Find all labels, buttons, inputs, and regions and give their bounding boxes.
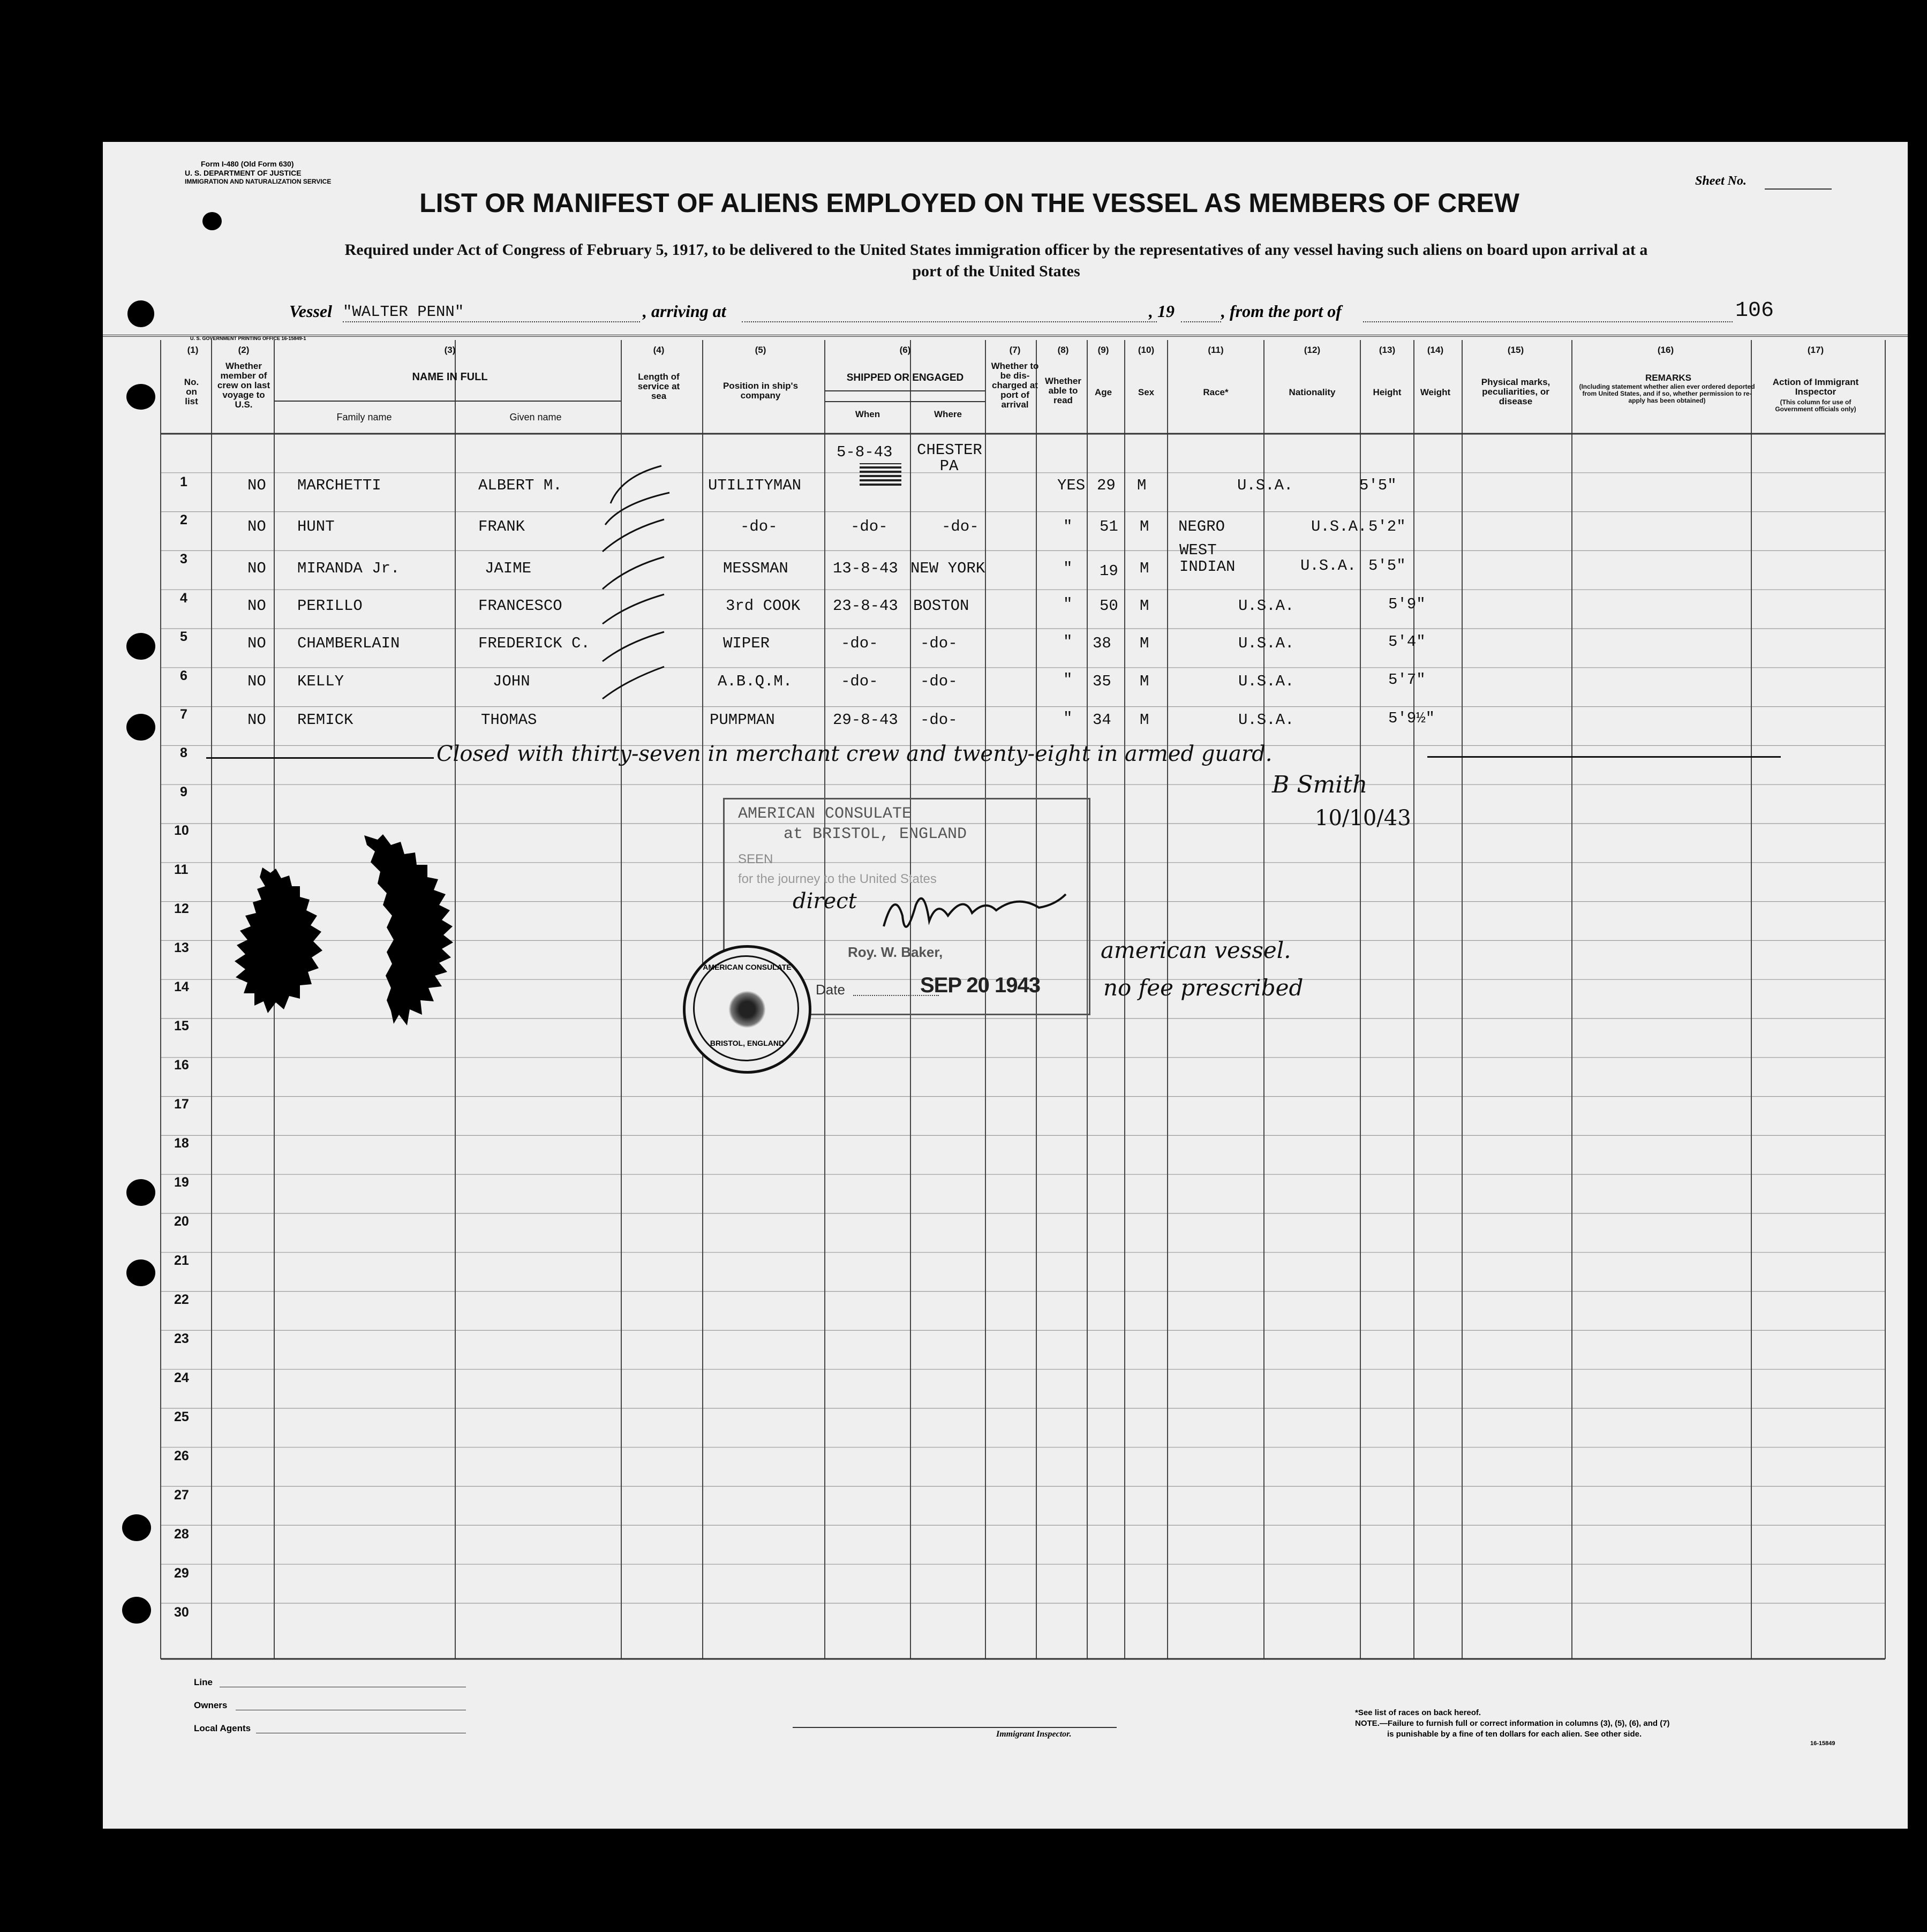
col-num-5: (5) bbox=[755, 345, 766, 355]
age-cell: 34 bbox=[1093, 711, 1111, 729]
seal-text-top: AMERICAN CONSULATE bbox=[703, 963, 792, 971]
col-header-3: NAME IN FULL bbox=[412, 371, 488, 383]
consulate-seal bbox=[683, 945, 811, 1074]
col-num-4: (4) bbox=[653, 345, 665, 355]
col-header-11: Race* bbox=[1203, 387, 1229, 397]
col-header-12: Nationality bbox=[1289, 387, 1336, 397]
col-num-8: (8) bbox=[1057, 345, 1069, 355]
owners-label: Owners bbox=[194, 1700, 228, 1710]
where-cell: -do- bbox=[942, 518, 979, 535]
col-header-15: Physical marks, peculiarities, or disease bbox=[1481, 377, 1550, 406]
line-number: 15 bbox=[174, 1018, 189, 1033]
seal-text-bottom: BRISTOL, ENGLAND bbox=[710, 1039, 785, 1047]
closing-rule-right bbox=[1427, 756, 1781, 758]
given-name-header: Given name bbox=[509, 412, 562, 422]
line-label: Line bbox=[194, 1677, 213, 1687]
sex-cell: M bbox=[1140, 673, 1149, 690]
line-number: 17 bbox=[174, 1097, 189, 1112]
height-cell: 5'9½" bbox=[1388, 710, 1435, 727]
vessel-note-1: american vessel. bbox=[1101, 937, 1291, 963]
strikeout-mark bbox=[860, 463, 901, 486]
age-cell: 50 bbox=[1100, 597, 1118, 615]
read-cell: " bbox=[1063, 671, 1073, 689]
local-agents-label: Local Agents bbox=[194, 1723, 251, 1733]
col-num-1: (1) bbox=[187, 345, 199, 355]
vessel-label: Vessel bbox=[289, 301, 332, 321]
read-cell: " bbox=[1063, 560, 1073, 577]
line-number: 16 bbox=[174, 1058, 189, 1073]
col-note-17: (This column for use of Government officials only) bbox=[1775, 398, 1856, 413]
consul-signature bbox=[878, 884, 1071, 948]
given-name-cell: JOHN bbox=[493, 673, 530, 690]
nationality-cell: U.S.A. bbox=[1238, 711, 1294, 729]
col-num-2: (2) bbox=[238, 345, 250, 355]
col-num-11: (11) bbox=[1208, 345, 1224, 355]
line-number: 22 bbox=[174, 1292, 189, 1307]
nationality-cell: U.S.A. bbox=[1237, 477, 1293, 494]
from-port-label: , from the port of bbox=[1221, 301, 1342, 321]
footer-note-2: is punishable by a fine of ten dollars for each alien. See other side. bbox=[1387, 1730, 1642, 1739]
line-number: 28 bbox=[174, 1527, 189, 1542]
closing-rule-left bbox=[206, 757, 434, 759]
when-cell: -do- bbox=[841, 673, 878, 690]
sex-cell: M bbox=[1140, 518, 1149, 535]
last-voyage-cell: NO bbox=[247, 518, 266, 535]
col-num-15: (15) bbox=[1507, 345, 1524, 355]
family-name-cell: KELLY bbox=[297, 673, 344, 690]
direct-note: direct bbox=[793, 889, 857, 914]
where-cell: -do- bbox=[920, 635, 958, 652]
department: U. S. DEPARTMENT OF JUSTICE bbox=[185, 169, 302, 177]
where-cell: -do- bbox=[920, 673, 958, 690]
row-number: 1 bbox=[180, 474, 187, 489]
stamp-journey: for the journey to the United States bbox=[738, 872, 937, 886]
stamp-date-value: SEP 20 1943 bbox=[920, 973, 1041, 997]
col-num-14: (14) bbox=[1427, 345, 1444, 355]
where-header: Where bbox=[934, 409, 962, 419]
given-name-cell: ALBERT M. bbox=[478, 477, 562, 494]
line-number: 20 bbox=[174, 1214, 189, 1229]
line-number: 21 bbox=[174, 1253, 189, 1268]
inspector-date: 10/10/43 bbox=[1315, 806, 1411, 831]
col-header-4: Length of service at sea bbox=[637, 372, 680, 401]
race-note: *See list of races on back hereof. bbox=[1355, 1708, 1481, 1717]
age-cell: 35 bbox=[1093, 673, 1111, 690]
sex-cell: M bbox=[1140, 560, 1149, 577]
when-cell: 5-8-43 bbox=[837, 443, 893, 461]
vessel-name: "WALTER PENN" bbox=[343, 303, 464, 321]
col-num-10: (10) bbox=[1138, 345, 1155, 355]
row-number: 5 bbox=[180, 629, 187, 644]
family-name-cell: REMICK bbox=[297, 711, 353, 729]
last-voyage-cell: NO bbox=[247, 477, 266, 494]
col-header-2: Whether member of crew on last voyage to U.S. bbox=[217, 361, 270, 410]
given-name-cell: FRANCESCO bbox=[478, 597, 562, 615]
col-header-9: Age bbox=[1094, 387, 1112, 397]
line-number: 29 bbox=[174, 1566, 189, 1581]
row-number: 6 bbox=[180, 668, 187, 683]
row-number: 3 bbox=[180, 552, 187, 567]
read-cell: " bbox=[1063, 518, 1073, 535]
position-cell: PUMPMAN bbox=[710, 711, 775, 729]
line-number: 9 bbox=[180, 784, 187, 799]
sheet-label: Sheet No. bbox=[1695, 174, 1747, 188]
row-number: 2 bbox=[180, 512, 187, 527]
read-cell: YES bbox=[1057, 477, 1086, 494]
position-cell: -do- bbox=[740, 518, 778, 535]
line-number: 12 bbox=[174, 901, 189, 916]
inspector-signature: B Smith bbox=[1272, 771, 1368, 798]
row-number: 4 bbox=[180, 591, 187, 606]
position-cell: A.B.Q.M. bbox=[718, 673, 793, 690]
col-note-16: (Including statement whether alien ever ordered deported from United States, and if so, whether permission to re-apply has been obtained) bbox=[1579, 383, 1755, 404]
line-number: 10 bbox=[174, 823, 189, 838]
printing-office: U. S. GOVERNMENT PRINTING OFFICE 16-15849-1 bbox=[190, 336, 306, 341]
col-header-16: REMARKS bbox=[1645, 373, 1691, 383]
line-number: 24 bbox=[174, 1370, 189, 1385]
position-cell: MESSMAN bbox=[723, 560, 788, 577]
arriving-label: , arriving at bbox=[643, 301, 726, 321]
col-num-13: (13) bbox=[1379, 345, 1396, 355]
col-header-17: Action of Immigrant Inspector bbox=[1772, 377, 1859, 397]
form-number: Form I-480 (Old Form 630) bbox=[201, 160, 294, 168]
col-num-6: (6) bbox=[899, 345, 911, 355]
height-cell: 5'2" bbox=[1368, 518, 1406, 535]
height-cell: 5'5" bbox=[1368, 557, 1406, 575]
print-code: 16-15849 bbox=[1810, 1740, 1835, 1747]
given-name-cell: THOMAS bbox=[481, 711, 537, 729]
given-name-cell: JAIME bbox=[485, 560, 532, 577]
line-number: 26 bbox=[174, 1448, 189, 1463]
read-cell: " bbox=[1063, 595, 1073, 613]
age-cell: 38 bbox=[1093, 635, 1111, 652]
age-cell: 51 bbox=[1100, 518, 1118, 535]
col-header-7: Whether to be dis-charged at port of arrival bbox=[991, 361, 1039, 410]
sex-cell: M bbox=[1140, 635, 1149, 652]
col-header-1: No. on list bbox=[184, 377, 199, 406]
given-name-cell: FREDERICK C. bbox=[478, 635, 590, 652]
position-cell: UTILITYMAN bbox=[708, 477, 802, 494]
col-num-7: (7) bbox=[1009, 345, 1021, 355]
service: IMMIGRATION AND NATURALIZATION SERVICE bbox=[185, 178, 332, 185]
race-cell: WEST INDIAN bbox=[1179, 541, 1236, 576]
year-label: , 19 bbox=[1149, 301, 1175, 321]
height-cell: 5'4" bbox=[1388, 633, 1426, 651]
when-cell: 13-8-43 bbox=[833, 560, 898, 577]
sex-cell: M bbox=[1137, 477, 1147, 494]
when-header: When bbox=[855, 409, 880, 419]
height-cell: 5'5" bbox=[1359, 477, 1397, 494]
line-number: 19 bbox=[174, 1175, 189, 1190]
vessel-note-2: no fee prescribed bbox=[1103, 975, 1304, 1001]
stamp-line-2: at BRISTOL, ENGLAND bbox=[784, 825, 967, 843]
line-number: 23 bbox=[174, 1331, 189, 1346]
col-num-12: (12) bbox=[1304, 345, 1321, 355]
nationality-cell: U.S.A. bbox=[1238, 635, 1294, 652]
where-cell: BOSTON bbox=[913, 597, 969, 615]
last-voyage-cell: NO bbox=[247, 597, 266, 615]
sex-cell: M bbox=[1140, 711, 1149, 729]
last-voyage-cell: NO bbox=[247, 673, 266, 690]
service-check-marks bbox=[589, 455, 696, 734]
line-number: 18 bbox=[174, 1136, 189, 1151]
when-cell: -do- bbox=[850, 518, 888, 535]
family-name-cell: PERILLO bbox=[297, 597, 363, 615]
read-cell: " bbox=[1063, 710, 1073, 727]
wax-seal-right bbox=[353, 830, 471, 1033]
eagle-icon bbox=[728, 991, 766, 1028]
age-cell: 19 bbox=[1100, 562, 1118, 580]
page-title: LIST OR MANIFEST OF ALIENS EMPLOYED ON THE VESSEL AS MEMBERS OF CREW bbox=[419, 188, 1519, 218]
when-cell: 23-8-43 bbox=[833, 597, 898, 615]
last-voyage-cell: NO bbox=[247, 711, 266, 729]
last-voyage-cell: NO bbox=[247, 635, 266, 652]
col-header-6: SHIPPED OR ENGAGED bbox=[846, 372, 964, 383]
line-number: 25 bbox=[174, 1409, 189, 1424]
col-header-5: Position in ship's company bbox=[722, 381, 799, 401]
footer-note-1: NOTE.—Failure to furnish full or correct information in columns (3), (5), (6), and (7) bbox=[1355, 1719, 1670, 1728]
stamp-seen: SEEN bbox=[738, 852, 773, 866]
col-header-8: Whether able to read bbox=[1045, 376, 1081, 405]
stamp-line-1: AMERICAN CONSULATE bbox=[738, 805, 912, 823]
subtitle-line-1: Required under Act of Congress of February 5, 1917, to be delivered to the United States immigration officer by the representatives of any vessel having such aliens on board upon arrival at a bbox=[344, 241, 1648, 259]
race-cell: NEGRO bbox=[1178, 518, 1225, 535]
stamp-officer: Roy. W. Baker, bbox=[848, 944, 943, 960]
nationality-cell: U.S.A. bbox=[1311, 518, 1367, 535]
inspector-sign-line bbox=[793, 1727, 1117, 1728]
line-number: 14 bbox=[174, 979, 189, 994]
given-name-cell: FRANK bbox=[478, 518, 525, 535]
col-header-10: Sex bbox=[1138, 387, 1155, 397]
age-cell: 29 bbox=[1097, 477, 1116, 494]
col-header-13: Height bbox=[1373, 387, 1402, 397]
stamp-date-label: Date bbox=[816, 982, 845, 998]
line-number: 8 bbox=[180, 745, 187, 760]
wax-seal-left bbox=[230, 862, 337, 1023]
when-cell: 29-8-43 bbox=[833, 711, 898, 729]
line-number: 30 bbox=[174, 1605, 189, 1620]
col-num-3: (3) bbox=[444, 345, 456, 355]
family-name-cell: MARCHETTI bbox=[297, 477, 381, 494]
position-cell: 3rd COOK bbox=[726, 597, 801, 615]
family-name-cell: CHAMBERLAIN bbox=[297, 635, 400, 652]
where-cell: CHESTER PA bbox=[917, 441, 982, 475]
read-cell: " bbox=[1063, 633, 1073, 651]
family-name-header: Family name bbox=[336, 412, 392, 422]
subtitle-line-2: port of the United States bbox=[912, 262, 1080, 280]
nationality-cell: U.S.A. bbox=[1238, 673, 1294, 690]
line-number: 13 bbox=[174, 940, 189, 955]
position-cell: WIPER bbox=[723, 635, 770, 652]
col-header-14: Weight bbox=[1420, 387, 1451, 397]
sex-cell: M bbox=[1140, 597, 1149, 615]
row-number: 7 bbox=[180, 707, 187, 722]
col-num-9: (9) bbox=[1097, 345, 1109, 355]
closing-note: Closed with thirty-seven in merchant crew and twenty-eight in armed guard. bbox=[436, 742, 1273, 766]
line-number: 27 bbox=[174, 1488, 189, 1503]
col-num-16: (16) bbox=[1657, 345, 1674, 355]
where-cell: NEW YORK bbox=[910, 560, 985, 577]
line-number: 11 bbox=[174, 862, 189, 877]
where-cell: -do- bbox=[920, 711, 958, 729]
height-cell: 5'9" bbox=[1388, 595, 1426, 613]
last-voyage-cell: NO bbox=[247, 560, 266, 577]
height-cell: 5'7" bbox=[1388, 671, 1426, 689]
col-num-17: (17) bbox=[1807, 345, 1824, 355]
when-cell: -do- bbox=[841, 635, 878, 652]
family-name-cell: MIRANDA Jr. bbox=[297, 560, 400, 577]
page-mark: 106 bbox=[1735, 299, 1774, 323]
family-name-cell: HUNT bbox=[297, 518, 335, 535]
nationality-cell: U.S.A. bbox=[1238, 597, 1294, 615]
nationality-cell: U.S.A. bbox=[1300, 557, 1357, 575]
inspector-label: Immigrant Inspector. bbox=[996, 1730, 1072, 1739]
